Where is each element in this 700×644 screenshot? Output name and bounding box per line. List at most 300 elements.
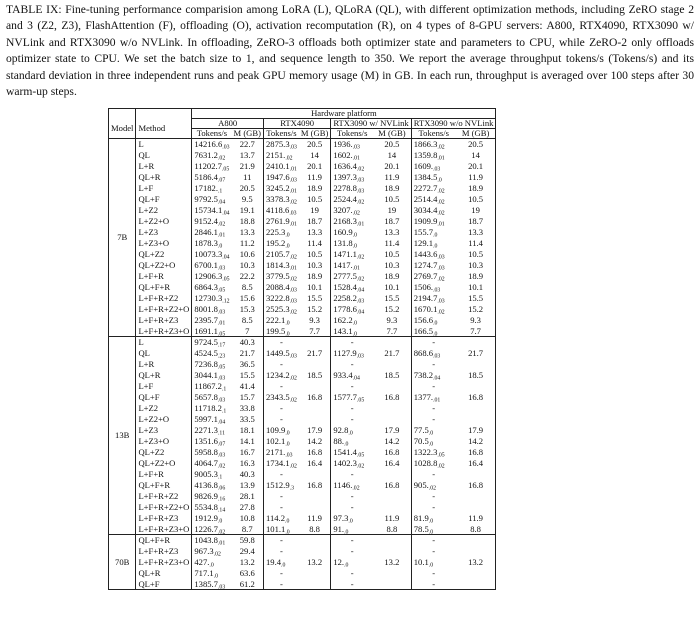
- throughput-std: .1: [221, 386, 227, 393]
- throughput-cell: [192, 513, 232, 524]
- memory-cell: 10.5: [299, 194, 331, 205]
- throughput-std: .01: [217, 320, 226, 327]
- memory-cell: 10.3: [373, 260, 411, 271]
- throughput-std: .0: [428, 518, 434, 525]
- throughput-cell: [411, 381, 456, 392]
- throughput-value: 1417.: [333, 259, 353, 270]
- throughput-std: .05: [437, 452, 445, 459]
- throughput-cell: [331, 260, 373, 271]
- memory-cell: [456, 403, 496, 414]
- throughput-cell: [411, 469, 456, 480]
- throughput-std: .03: [433, 166, 441, 173]
- memory-cell: 36.5: [232, 359, 264, 370]
- throughput-std: .02: [217, 463, 226, 470]
- throughput-value: 738.2: [413, 369, 434, 380]
- memory-cell: 18.7: [456, 216, 496, 227]
- table-row: [109, 282, 496, 293]
- throughput-std: .0: [217, 243, 223, 250]
- memory-cell: [373, 381, 411, 392]
- memory-cell: 9.3: [456, 315, 496, 326]
- throughput-std: .0: [433, 243, 438, 250]
- throughput-cell: [331, 249, 373, 260]
- throughput-value: 5186.4: [194, 171, 218, 182]
- throughput-value: -: [279, 413, 283, 424]
- throughput-value: 2151.: [265, 149, 286, 160]
- throughput-std: .0: [285, 232, 290, 239]
- table-row: [109, 469, 496, 480]
- throughput-cell: [192, 326, 232, 337]
- throughput-cell: [192, 337, 232, 348]
- throughput-cell: [411, 579, 456, 590]
- throughput-value: 2525.3: [265, 303, 290, 314]
- memory-cell: 15.2: [299, 304, 331, 315]
- throughput-cell: [411, 227, 456, 238]
- table-row: [109, 194, 496, 205]
- memory-cell: 16.8: [456, 392, 496, 403]
- memory-cell: 15.5: [456, 293, 496, 304]
- memory-cell: 18.9: [299, 271, 331, 282]
- memory-cell: 14.2: [299, 436, 331, 447]
- memory-cell: 11.9: [299, 513, 331, 524]
- memory-cell: 16.8: [456, 447, 496, 458]
- table-row: [109, 293, 496, 304]
- memory-cell: [299, 579, 331, 590]
- memory-cell: [456, 546, 496, 557]
- throughput-value: -: [279, 337, 283, 348]
- method-cell: L+F: [136, 381, 192, 392]
- memory-cell: 20.1: [456, 161, 496, 172]
- throughput-std: .03: [217, 265, 226, 272]
- throughput-cell: [331, 139, 373, 150]
- throughput-std: .05: [222, 276, 230, 283]
- throughput-value: 3245.2: [265, 182, 290, 193]
- memory-cell: [299, 337, 331, 348]
- method-cell: QL+F: [136, 194, 192, 205]
- memory-cell: 10.8: [232, 513, 264, 524]
- throughput-cell: [411, 150, 456, 161]
- memory-cell: 10.3: [232, 260, 264, 271]
- memory-cell: 21.7: [373, 348, 411, 359]
- throughput-value: 9152.4: [194, 215, 218, 226]
- throughput-value: 92.8: [333, 424, 349, 435]
- throughput-std: .05: [217, 287, 226, 294]
- method-cell: QL+Z2+O: [136, 260, 192, 271]
- throughput-std: .0: [428, 529, 434, 536]
- throughput-std: .04: [217, 419, 226, 426]
- throughput-cell: [192, 260, 232, 271]
- throughput-value: 2875.3: [265, 139, 290, 150]
- memory-cell: 21.7: [232, 348, 264, 359]
- memory-cell: 27.8: [232, 502, 264, 513]
- memory-cell: [456, 359, 496, 370]
- table-row: [109, 183, 496, 194]
- memory-cell: 9.3: [373, 315, 411, 326]
- table-row: [109, 260, 496, 271]
- throughput-std: .0: [217, 518, 223, 525]
- throughput-std: .03: [217, 397, 226, 404]
- throughput-std: .03: [356, 177, 365, 184]
- memory-cell: [299, 491, 331, 502]
- memory-cell: [456, 502, 496, 513]
- throughput-std: .02: [356, 254, 365, 261]
- mem-header: M (GB): [456, 129, 496, 139]
- throughput-value: -: [279, 567, 283, 578]
- throughput-value: -: [350, 468, 354, 479]
- throughput-cell: [411, 436, 456, 447]
- throughput-cell: [331, 282, 373, 293]
- throughput-value: -: [432, 468, 436, 479]
- memory-cell: 8.5: [232, 282, 264, 293]
- throughput-std: .03: [289, 210, 297, 217]
- throughput-value: 1528.4: [333, 281, 357, 292]
- throughput-cell: [331, 546, 373, 557]
- throughput-value: 1778.6: [333, 303, 357, 314]
- method-cell: L+F+R+Z3+O: [136, 524, 192, 535]
- memory-cell: [373, 469, 411, 480]
- throughput-value: 81.9: [413, 512, 429, 523]
- memory-cell: 10.5: [373, 249, 411, 260]
- throughput-value: 222.1: [265, 314, 286, 325]
- throughput-std: .0: [285, 320, 290, 327]
- throughput-value: -: [432, 337, 436, 348]
- memory-cell: 14: [373, 150, 411, 161]
- throughput-value: 1351.6: [194, 435, 218, 446]
- throughput-cell: [263, 480, 298, 491]
- throughput-cell: [263, 139, 298, 150]
- table-row: [109, 315, 496, 326]
- throughput-value: 2514.4: [413, 193, 438, 204]
- throughput-value: 17182.: [194, 182, 218, 193]
- throughput-value: 3779.5: [265, 270, 290, 281]
- memory-cell: 10.6: [232, 249, 264, 260]
- memory-cell: 16.8: [456, 480, 496, 491]
- throughput-value: 15734.1: [194, 204, 223, 215]
- throughput-value: 1912.9: [194, 512, 218, 523]
- table-row: [109, 535, 496, 546]
- memory-cell: 10.1: [299, 282, 331, 293]
- method-cell: QL: [136, 348, 192, 359]
- memory-cell: 10.1: [456, 282, 496, 293]
- throughput-std: .0: [344, 529, 349, 536]
- throughput-value: 1146.: [333, 479, 353, 490]
- model-header-spacer: [109, 109, 136, 119]
- throughput-value: 4064.7: [194, 457, 218, 468]
- throughput-cell: [192, 348, 232, 359]
- method-cell: L+Z3: [136, 425, 192, 436]
- throughput-value: 1602.: [333, 149, 353, 160]
- throughput-value: 1936.: [333, 139, 353, 150]
- table-row: [109, 249, 496, 260]
- throughput-std: .02: [289, 309, 297, 316]
- throughput-std: .0: [285, 518, 290, 525]
- throughput-cell: [411, 172, 456, 183]
- table-row: [109, 568, 496, 579]
- throughput-value: 1274.7: [413, 259, 438, 270]
- throughput-cell: [192, 161, 232, 172]
- throughput-cell: [331, 535, 373, 546]
- throughput-std: .03: [217, 309, 226, 316]
- throughput-cell: [411, 447, 456, 458]
- method-cell: QL+Z2: [136, 249, 192, 260]
- throughput-value: -: [432, 501, 436, 512]
- memory-cell: 11.4: [299, 238, 331, 249]
- throughput-cell: [411, 205, 456, 216]
- throughput-std: .0: [348, 430, 353, 437]
- memory-cell: 8.8: [456, 524, 496, 535]
- memory-cell: 41.4: [232, 381, 264, 392]
- memory-cell: 22.7: [232, 139, 264, 150]
- method-cell: QL+F+R: [136, 535, 192, 546]
- table-row: [109, 403, 496, 414]
- throughput-value: 1878.3: [194, 237, 218, 248]
- throughput-std: .03: [356, 298, 365, 305]
- throughput-value: 1234.2: [265, 369, 290, 380]
- mem-header: M (GB): [299, 129, 331, 139]
- throughput-cell: [263, 491, 298, 502]
- mem-header: M (GB): [232, 129, 264, 139]
- throughput-cell: [331, 370, 373, 381]
- table-row: [109, 381, 496, 392]
- table-row: [109, 447, 496, 458]
- throughput-cell: [411, 491, 456, 502]
- throughput-value: 1226.7: [194, 523, 218, 534]
- throughput-cell: [331, 502, 373, 513]
- throughput-cell: [263, 161, 298, 172]
- memory-cell: 16.8: [299, 480, 331, 491]
- throughput-value: 5958.8: [194, 446, 218, 457]
- memory-cell: 11.4: [373, 238, 411, 249]
- throughput-std: .07: [217, 177, 226, 184]
- throughput-cell: [192, 524, 232, 535]
- throughput-cell: [411, 546, 456, 557]
- throughput-cell: [263, 392, 298, 403]
- memory-cell: [299, 546, 331, 557]
- method-cell: L+Z3+O: [136, 436, 192, 447]
- throughput-value: 2777.5: [333, 270, 357, 281]
- throughput-std: .02: [437, 199, 445, 206]
- table-row: [109, 414, 496, 425]
- table-row: [109, 216, 496, 227]
- throughput-cell: [192, 546, 232, 557]
- throughput-value: 4118.6: [265, 204, 290, 215]
- memory-cell: 14.2: [456, 436, 496, 447]
- table-row: [109, 480, 496, 491]
- method-cell: QL+R: [136, 172, 192, 183]
- throughput-value: -: [350, 402, 354, 413]
- throughput-std: .01: [289, 221, 297, 228]
- throughput-value: -: [279, 535, 283, 546]
- throughput-cell: [331, 271, 373, 282]
- throughput-cell: [331, 436, 373, 447]
- throughput-value: 1043.8: [194, 535, 218, 546]
- throughput-std: .0: [281, 562, 286, 569]
- throughput-std: .0: [285, 430, 290, 437]
- method-cell: L+R: [136, 161, 192, 172]
- throughput-cell: [331, 557, 373, 568]
- table-row: [109, 425, 496, 436]
- throughput-std: .02: [352, 210, 360, 217]
- throughput-cell: [263, 579, 298, 590]
- throughput-std: .0: [352, 331, 358, 338]
- throughput-std: .03: [437, 298, 445, 305]
- throughput-std: .02: [285, 155, 293, 162]
- throughput-value: 2258.2: [333, 292, 357, 303]
- method-cell: QL+F+R: [136, 480, 192, 491]
- throughput-value: 160.9: [333, 226, 353, 237]
- throughput-cell: [331, 469, 373, 480]
- throughput-cell: [331, 216, 373, 227]
- throughput-value: 1402.3: [333, 457, 357, 468]
- throughput-cell: [263, 513, 298, 524]
- throughput-cell: [411, 139, 456, 150]
- throughput-value: -: [350, 501, 354, 512]
- memory-cell: 16.4: [373, 458, 411, 469]
- throughput-cell: [263, 535, 298, 546]
- memory-cell: 19: [373, 205, 411, 216]
- memory-cell: 7.7: [373, 326, 411, 337]
- throughput-value: -: [432, 578, 436, 589]
- throughput-std: .04: [217, 199, 226, 206]
- memory-cell: 15.7: [232, 392, 264, 403]
- throughput-value: -: [432, 567, 436, 578]
- throughput-std: .1: [217, 474, 223, 481]
- throughput-value: 2769.7: [413, 270, 438, 281]
- memory-cell: 16.7: [232, 447, 264, 458]
- throughput-value: -: [279, 358, 283, 369]
- throughput-cell: [411, 458, 456, 469]
- throughput-value: 3044.1: [194, 369, 218, 380]
- throughput-value: 1127.9: [333, 347, 357, 358]
- throughput-value: 3034.4: [413, 204, 438, 215]
- throughput-cell: [411, 315, 456, 326]
- memory-cell: 14.1: [232, 436, 264, 447]
- throughput-value: 4524.5: [194, 347, 218, 358]
- results-table: [108, 108, 496, 590]
- throughput-value: 166.5: [413, 325, 434, 336]
- method-cell: L+Z2+O: [136, 216, 192, 227]
- memory-cell: [299, 403, 331, 414]
- tokens-header: Tokens/s: [331, 129, 373, 139]
- throughput-std: .03: [217, 584, 226, 591]
- throughput-cell: [411, 425, 456, 436]
- throughput-cell: [331, 227, 373, 238]
- throughput-cell: [192, 579, 232, 590]
- throughput-cell: [192, 194, 232, 205]
- throughput-value: 2194.7: [413, 292, 438, 303]
- throughput-value: 2343.5: [265, 391, 290, 402]
- throughput-std: .02: [437, 210, 445, 217]
- throughput-value: 102.1: [265, 435, 286, 446]
- throughput-cell: [192, 392, 232, 403]
- table-row: [109, 392, 496, 403]
- throughput-cell: [331, 392, 373, 403]
- throughput-cell: [331, 403, 373, 414]
- table-row: [109, 557, 496, 568]
- memory-cell: 13.3: [456, 227, 496, 238]
- throughput-std: .02: [356, 166, 365, 173]
- throughput-value: 1636.4: [333, 160, 357, 171]
- method-cell: L: [136, 337, 192, 348]
- throughput-cell: [331, 183, 373, 194]
- throughput-cell: [411, 524, 456, 535]
- throughput-cell: [331, 337, 373, 348]
- throughput-cell: [192, 271, 232, 282]
- throughput-cell: [411, 414, 456, 425]
- memory-cell: [373, 568, 411, 579]
- throughput-std: .0: [344, 441, 349, 448]
- memory-cell: 9.5: [232, 194, 264, 205]
- throughput-cell: [192, 139, 232, 150]
- method-cell: QL+Z2+O: [136, 458, 192, 469]
- memory-cell: 16.8: [299, 447, 331, 458]
- throughput-value: 5534.8: [194, 501, 218, 512]
- throughput-cell: [263, 216, 298, 227]
- throughput-std: .03: [217, 452, 226, 459]
- mem-header: M (GB): [373, 129, 411, 139]
- throughput-std: .02: [428, 485, 437, 492]
- throughput-value: -: [432, 535, 436, 546]
- throughput-std: .01: [352, 155, 360, 162]
- throughput-cell: [263, 249, 298, 260]
- memory-cell: 19.1: [232, 205, 264, 216]
- throughput-std: .03: [433, 353, 441, 360]
- throughput-std: .04: [352, 375, 360, 382]
- throughput-value: 143.1: [333, 325, 353, 336]
- throughput-std: .03: [289, 298, 297, 305]
- throughput-cell: [192, 469, 232, 480]
- throughput-value: 1577.7: [333, 391, 357, 402]
- throughput-value: -: [350, 578, 354, 589]
- throughput-std: .03: [289, 177, 297, 184]
- throughput-value: 2761.9: [265, 215, 290, 226]
- throughput-value: 1385.7: [194, 578, 218, 589]
- throughput-cell: [331, 381, 373, 392]
- table-row: [109, 326, 496, 337]
- throughput-cell: [331, 414, 373, 425]
- memory-cell: 21.7: [456, 348, 496, 359]
- throughput-value: 1609.: [413, 160, 434, 171]
- platform-header-rtx3090-no-nvlink: RTX3090 w/o NVLink: [411, 119, 496, 129]
- method-cell: QL+F: [136, 392, 192, 403]
- throughput-value: 427.: [194, 556, 210, 567]
- throughput-cell: [192, 370, 232, 381]
- throughput-cell: [263, 447, 298, 458]
- table-row: [109, 458, 496, 469]
- memory-cell: 15.5: [299, 293, 331, 304]
- throughput-value: 2271.3: [194, 424, 218, 435]
- table-caption: [6, 2, 694, 100]
- method-cell: L+F+R+Z2: [136, 293, 192, 304]
- table-row: [109, 227, 496, 238]
- throughput-value: 225.3: [265, 226, 286, 237]
- throughput-value: -: [350, 545, 354, 556]
- throughput-std: .03: [352, 144, 360, 151]
- memory-cell: 18.5: [299, 370, 331, 381]
- throughput-cell: [411, 238, 456, 249]
- memory-cell: 10.3: [456, 260, 496, 271]
- throughput-value: 2088.4: [265, 281, 290, 292]
- memory-cell: [456, 414, 496, 425]
- throughput-cell: [331, 315, 373, 326]
- throughput-cell: [411, 249, 456, 260]
- memory-cell: 10.5: [456, 249, 496, 260]
- memory-cell: 13.3: [373, 227, 411, 238]
- memory-cell: 17.9: [456, 425, 496, 436]
- throughput-std: .03: [285, 452, 293, 459]
- model-cell: 13B: [109, 337, 136, 535]
- memory-cell: 20.1: [299, 161, 331, 172]
- throughput-value: 1866.3: [413, 139, 438, 150]
